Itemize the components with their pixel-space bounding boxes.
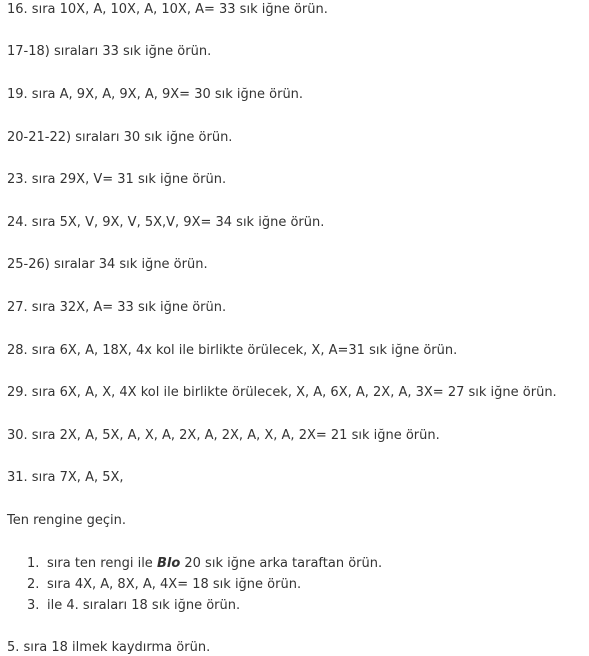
list-item (27, 555, 382, 576)
rows-25-26-instruction: 25-26) sıralar 34 sık iğne örün. (7, 257, 208, 272)
row-28-instruction: 28. sıra 6X, A, 18X, 4x kol ile birlikte örülecek, X, A=31 sık iğne örün. (7, 343, 458, 358)
list-item-text: sıra 4X, A, 8X, A, 4X= 18 sık iğne örün. (47, 577, 302, 592)
row-24-instruction: 24. sıra 5X, V, 9X, V, 5X,V, 9X= 34 sık iğne örün. (7, 215, 325, 230)
rows-20-22-instruction: 20-21-22) sıraları 30 sık iğne örün. (7, 130, 233, 145)
list-item-text: ile 4. sıraları 18 sık iğne örün. (47, 598, 241, 613)
list-item (27, 597, 382, 618)
list-item-text: sıra ten rengi ile (47, 556, 157, 571)
list-item-number: 2. (27, 577, 40, 592)
row-16-instruction: 16. sıra 10X, A, 10X, A, 10X, A= 33 sık iğne örün. (7, 2, 328, 17)
row-29-instruction: 29. sıra 6X, A, X, 4X kol ile birlikte örülecek, X, A, 6X, A, 2X, A, 3X= 27 sık iğne örün. (7, 385, 557, 400)
color-change-note: Ten rengine geçin. (7, 513, 127, 528)
row-23-instruction: 23. sıra 29X, V= 31 sık iğne örün. (7, 172, 227, 187)
row-31-instruction: 31. sıra 7X, A, 5X, (7, 470, 124, 485)
list-item-number: 1. (27, 556, 40, 571)
row-30-instruction: 30. sıra 2X, A, 5X, A, X, A, 2X, A, 2X, A, X, A, 2X= 21 sık iğne örün. (7, 428, 440, 443)
row-27-instruction: 27. sıra 32X, A= 33 sık iğne örün. (7, 300, 227, 315)
row-19-instruction: 19. sıra A, 9X, A, 9X, A, 9X= 30 sık iğne örün. (7, 87, 304, 102)
row-5-instruction: 5. sıra 18 ilmek kaydırma örün. (7, 640, 211, 655)
list-item-number: 3. (27, 598, 40, 613)
rows-17-18-instruction: 17-18) sıraları 33 sık iğne örün. (7, 44, 212, 59)
ordered-list (27, 555, 382, 618)
list-item-text-continued: 20 sık iğne arka taraftan örün. (180, 556, 383, 571)
emphasized-term: Blo (156, 556, 181, 571)
list-item (27, 576, 382, 597)
